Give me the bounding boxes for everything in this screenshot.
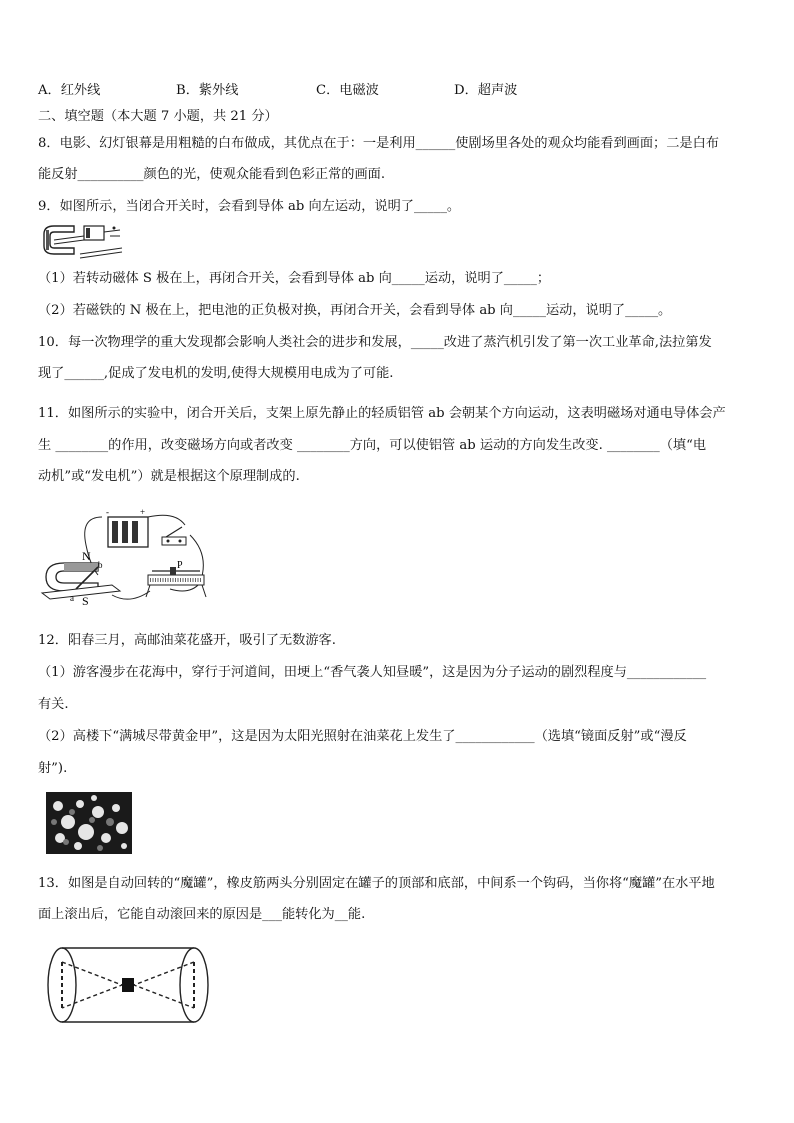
q8-line1: 8．电影、幻灯银幕是用粗糙的白布做成，其优点在于：一是利用______使剧场里各处的观众均能看到画面；二是白布 [38, 136, 719, 151]
q10-line2: 现了______,促成了发电机的发明,使得大规模用电成为了可能. [38, 366, 394, 381]
q11-line3: 动机”或“发电机”）就是根据这个原理制成的. [38, 469, 300, 484]
q7-options [38, 82, 758, 100]
magnet-label-s: S [82, 594, 89, 605]
magic-can-figure [44, 942, 214, 1028]
q9-sub2: （2）若磁铁的 N 极在上，把电池的正负极对换，再闭合开关，会看到导体 ab 向_____运动，说明了_____。 [38, 303, 672, 318]
q7-option-c: C．电磁波 [316, 83, 379, 98]
rapeseed-flowers-photo [46, 792, 132, 854]
q7-option-d: D．超声波 [454, 83, 518, 98]
q13-line1: 13．如图是自动回转的“魔罐”，橡皮筋两头分别固定在罐子的顶部和底部，中间系一个钩码，当你将“魔罐”在水平地 [38, 876, 715, 891]
rod-label-b: b [98, 560, 103, 570]
section-heading: 二、填空题（本大题 7 小题，共 21 分） [38, 109, 278, 124]
q12-line1: 12．阳春三月，高邮油菜花盛开，吸引了无数游客. [38, 633, 336, 648]
q12-sub1-line2: 有关. [38, 697, 69, 712]
q12-sub1-line1: （1）游客漫步在花海中，穿行于河道间，田埂上“香气袭人知昼暖”，这是因为分子运动的剧烈程度与____________ [38, 665, 707, 680]
q7-option-b: B．紫外线 [176, 83, 239, 98]
q9-line1: 9．如图所示，当闭合开关时，会看到导体 ab 向左运动，说明了_____。 [38, 199, 461, 214]
q10-line1: 10．每一次物理学的重大发现都会影响人类社会的进步和发展，_____改进了蒸汽机引发了第一次工业革命,法拉第发 [38, 335, 712, 350]
q12-sub2-line2: 射”). [38, 761, 68, 776]
battery-plus-label: + [140, 507, 146, 517]
q11-line1: 11．如图所示的实验中，闭合开关后，支架上原先静止的轻质铝管 ab 会朝某个方向运动，这表明磁场对通电导体会产 [38, 406, 726, 421]
magnet-label-n: N [82, 549, 91, 563]
q7-option-a: A．红外线 [38, 83, 101, 98]
battery-minus-label: - [106, 507, 109, 517]
q11-line2: 生 ________的作用，改变磁场方向或者改变 ________方向，可以使铝管 ab 运动的方向发生改变. ________（填“电 [38, 438, 707, 453]
q9-magnet-figure [40, 222, 126, 264]
q11-circuit-figure [40, 505, 210, 605]
q8-line2: 能反射__________颜色的光，使观众能看到色彩正常的画面. [38, 167, 386, 182]
q13-line2: 面上滚出后，它能自动滚回来的原因是___能转化为__能. [38, 907, 366, 922]
rheostat-label-p: P [177, 560, 183, 571]
rod-label-a: a [70, 593, 74, 603]
q9-sub1: （1）若转动磁体 S 极在上，再闭合开关，会看到导体 ab 向_____运动，说明了_____； [38, 271, 551, 286]
q12-sub2-line1: （2）高楼下“满城尽带黄金甲”，这是因为太阳光照射在油菜花上发生了____________（选填“镜面反射”或“漫反 [38, 729, 687, 744]
